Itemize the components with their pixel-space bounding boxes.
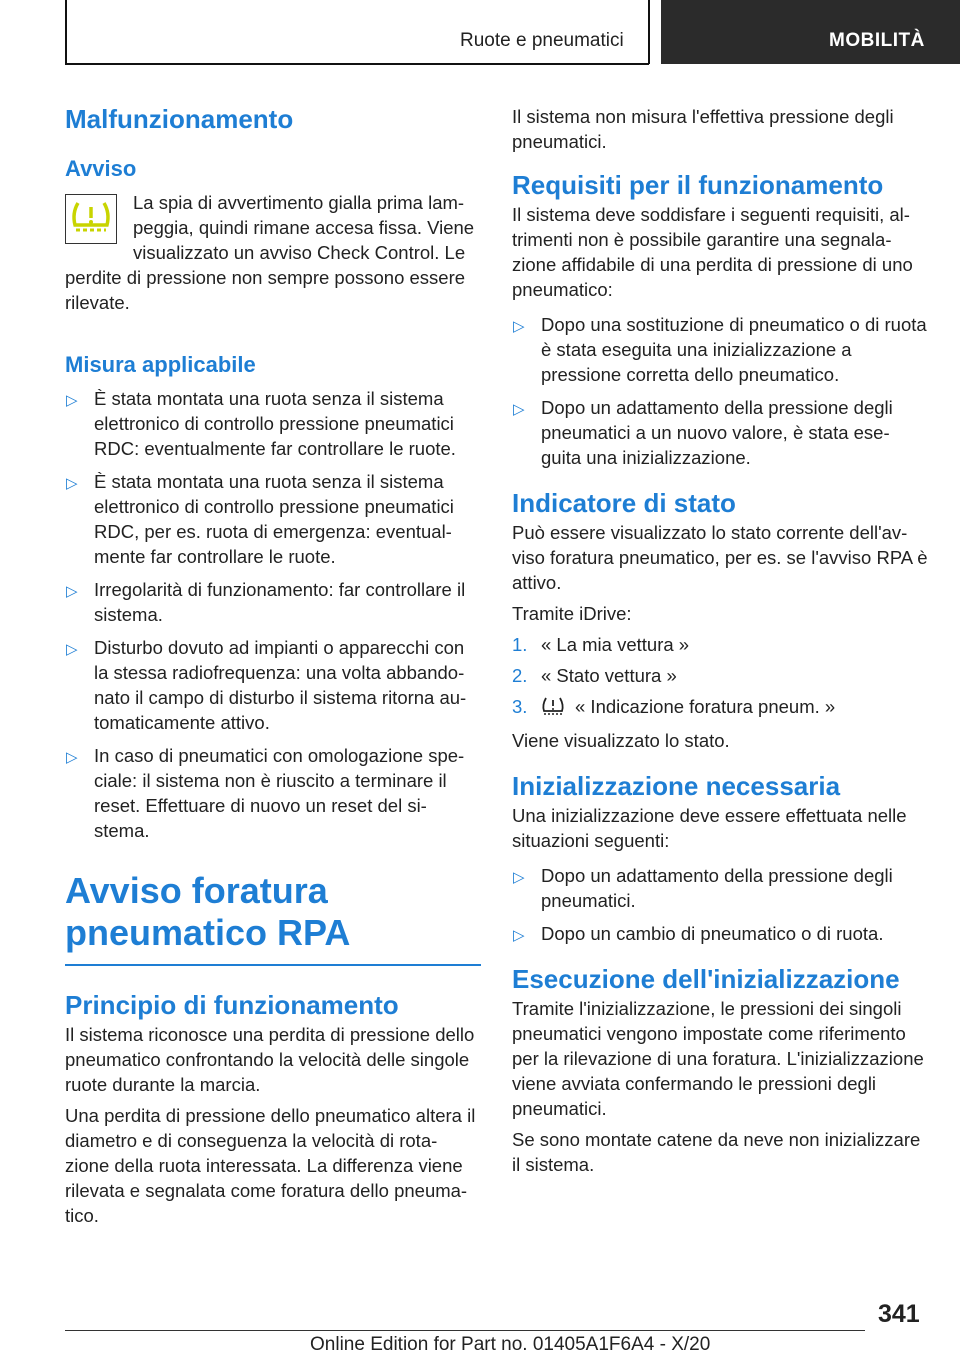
header-bottom-rule	[65, 63, 649, 65]
triangle-bullet-icon: ▷	[66, 641, 78, 658]
idrive-steps	[512, 632, 928, 722]
page-number: 341	[878, 1300, 920, 1328]
heading-status: Indicatore di stato	[512, 488, 736, 518]
init-needed-paragraph: Una inizializzazione deve essere effettuata nelle situazioni seguenti:	[512, 805, 907, 851]
triangle-bullet-icon: ▷	[513, 401, 525, 418]
intro-paragraph: Il sistema non misura l'effettiva pressione degli pneumatici.	[512, 106, 894, 152]
requirements-list	[512, 312, 928, 470]
principle-paragraph-1: Il sistema riconosce una perdita di pressione dello pneumatico confrontando la velocità delle singole ruote durante la marcia.	[65, 1024, 475, 1095]
status-paragraph: Può essere visualizzato lo stato corrente dell'av-viso foratura pneumatico, per es. se l'avviso RPA è attivo.	[512, 522, 928, 593]
triangle-bullet-icon: ▷	[66, 749, 78, 766]
footer-rule	[65, 1330, 865, 1331]
step-item: 1. « La mia vettura »	[512, 634, 690, 655]
list-item: ▷ Dopo un adattamento della pressione degli pneumatici.	[513, 865, 893, 911]
heading-measure: Misura applicabile	[65, 352, 256, 377]
header-left-rule	[65, 0, 67, 64]
heading-execution: Esecuzione dell'inizializzazione	[512, 964, 900, 994]
heading-principle: Principio di funzionamento	[65, 990, 399, 1020]
via-idrive: Tramite iDrive:	[512, 603, 632, 624]
heading-warning: Avviso	[65, 156, 137, 181]
list-item: ▷ È stata montata una ruota senza il sistema elettronico di controllo pressione pneumatici RDC: eventualmente far controllare le ruote.	[66, 388, 456, 459]
status-shown: Viene visualizzato lo stato.	[512, 730, 730, 751]
execution-paragraph-1: Tramite l'inizializzazione, le pressioni dei singoli pneumatici vengono impostate come riferimento per la rilevazione di una foratura. L'inizializzazione viene avviata confermando le pressioni degli pneumatici.	[512, 998, 924, 1119]
triangle-bullet-icon: ▷	[66, 475, 78, 492]
heading-malfunction: Malfunzionamento	[65, 104, 294, 134]
triangle-bullet-icon: ▷	[513, 927, 525, 944]
main-title: Avviso foratura pneumatico RPA	[65, 870, 351, 953]
triangle-bullet-icon: ▷	[513, 869, 525, 886]
init-situations-list	[512, 863, 928, 946]
triangle-bullet-icon: ▷	[66, 392, 78, 409]
header-divider	[648, 0, 650, 64]
list-item: ▷ In caso di pneumatici con omologazione spe-ciale: il sistema non è riuscito a terminare il reset. Effettuare di nuovo un reset del si-stema.	[66, 745, 465, 841]
step-item: 3. « Indicazione foratura pneum. »	[512, 694, 928, 722]
tire-pressure-warning-icon	[65, 194, 117, 244]
right-column	[512, 100, 928, 1177]
list-item: ▷ Disturbo dovuto ad impianti o apparecchi con la stessa radiofrequenza: una volta abbando-nato il campo di disturbo il sistema ritorna au-tomaticamente attivo.	[66, 637, 467, 733]
list-item: ▷ Irregolarità di funzionamento: far controllare il sistema.	[66, 579, 466, 625]
tire-warning-icon	[541, 696, 565, 722]
header-section-title: Ruote e pneumatici	[460, 30, 624, 51]
header-chapter-label: MOBILITÀ	[829, 30, 925, 51]
header-chapter-tab	[661, 0, 960, 64]
triangle-bullet-icon: ▷	[66, 583, 78, 600]
list-item: ▷ Dopo un cambio di pneumatico o di ruota.	[512, 921, 928, 946]
left-column	[65, 100, 481, 1228]
requirements-paragraph: Il sistema deve soddisfare i seguenti requisiti, al-trimenti non è possibile garantire una segnala-zione affidabile di una perdita di pressione di uno pneumatico:	[512, 204, 913, 300]
heading-requirements: Requisiti per il funzionamento	[512, 170, 884, 200]
principle-paragraph-2: Una perdita di pressione dello pneumatico altera il diametro e di conseguenza la velocità di rota-zione della ruota interessata. La differenza viene rilevata e segnalata come foratura dello pneuma-tico.	[65, 1105, 476, 1226]
list-item: ▷ Dopo una sostituzione di pneumatico o di ruota è stata eseguita una inizializzazione a pressione corretta dello pneumatico.	[513, 314, 927, 385]
list-item: ▷ È stata montata una ruota senza il sistema elettronico di controllo pressione pneumatici RDC, per es. ruota di emergenza: eventual-mente far controllare le ruote.	[66, 471, 454, 567]
measures-list	[65, 386, 481, 843]
warning-text: La spia di avvertimento gialla prima lam-peggia, quindi rimane accesa fissa. Viene visualizzato un avviso Check Control. Le perdite di pressione non sempre possono essere rilevate.	[65, 192, 475, 313]
triangle-bullet-icon: ▷	[513, 318, 525, 335]
execution-paragraph-2: Se sono montate catene da neve non inizializzare il sistema.	[512, 1129, 921, 1175]
warning-block	[65, 190, 481, 315]
list-item: ▷ Dopo un adattamento della pressione degli pneumatici a un nuovo valore, è stata ese-guita una inizializzazione.	[513, 397, 893, 468]
footer-edition: Online Edition for Part no. 01405A1F6A4 - X/20	[310, 1334, 711, 1355]
step-item: 2. « Stato vettura »	[512, 665, 677, 686]
heading-init-needed: Inizializzazione necessaria	[512, 771, 841, 801]
title-rule	[65, 964, 481, 966]
